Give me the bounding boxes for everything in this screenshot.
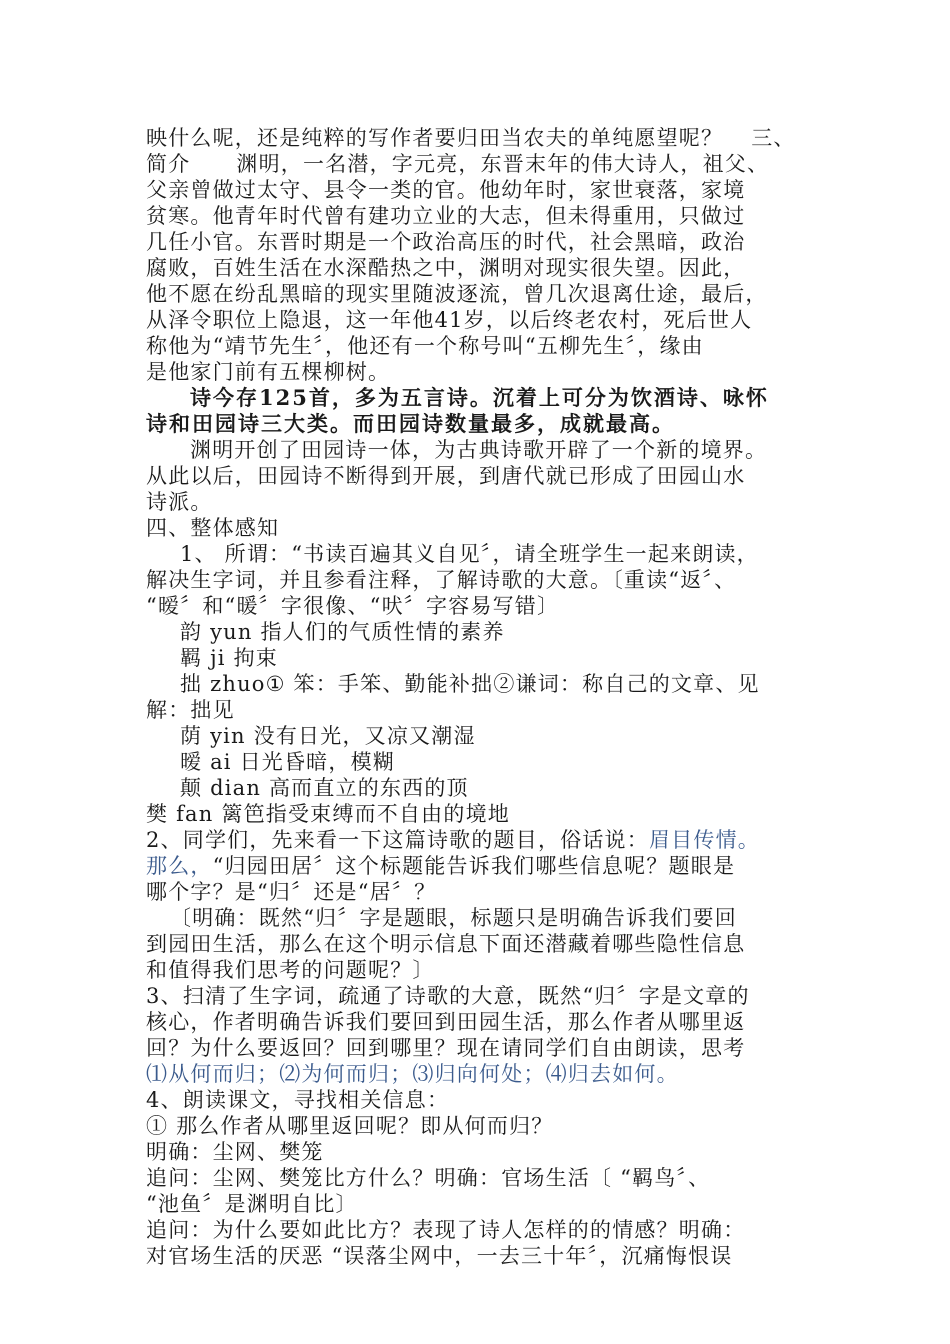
vocab-item: 拙 zhuo① 笨：手笨、勤能补拙②谦词：称自己的文章、见 [180, 672, 760, 696]
text-line: 3、扫清了生字词，疏通了诗歌的大意，既然“归〞字是文章的 [146, 984, 750, 1008]
text-line: 1、 所谓：“书读百遍其义自见〞，请全班学生一起来朗读， [180, 542, 759, 566]
text-line: 简介 渊明，一名潜，字元亮，东晋末年的伟大诗人，祖父、 [146, 152, 770, 176]
vocab-item: 暧 ai 日光昏暗，模糊 [180, 750, 395, 774]
text-line: 诗派。 [146, 490, 213, 514]
text-line: 4、朗读课文，寻找相关信息： [146, 1088, 450, 1112]
text-line: 从此以后，田园诗不断得到开展，到唐代就已形成了田园山水 [146, 464, 746, 488]
text-line: 和值得我们思考的问题呢？〕 [146, 958, 435, 982]
text-line: 是他家门前有五棵柳树。 [146, 360, 391, 384]
text-line: 几任小官。东晋时期是一个政治高压的时代，社会黑暗，政治 [146, 230, 746, 254]
text-line: 从泽令职位上隐退，这一年他41岁，以后终老农村，死后世人 [146, 308, 753, 332]
text-line: ① 那么作者从哪里返回呢？即从何而归？ [146, 1114, 554, 1138]
text-line: 对官场生活的厌恶 “误落尘网中，一去三十年〞，沉痛悔恨误 [146, 1244, 733, 1268]
text-line: 追问：尘网、樊笼比方什么？明确：官场生活〔 “羁鸟〞、 [146, 1166, 711, 1190]
vocab-item: 樊 fan 篱笆指受束缚而不自由的境地 [146, 802, 510, 826]
text-line: 称他为“靖节先生〞，他还有一个称号叫“五柳先生〞，缘由 [146, 334, 704, 358]
text-line: 渊明开创了田园诗一体，为古典诗歌开辟了一个新的境界。 [190, 438, 768, 462]
text-line: 回？为什么要返回？回到哪里？现在请同学们自由朗读，思考 [146, 1036, 746, 1060]
vocab-item: 韵 yun 指人们的气质性情的素养 [180, 620, 505, 644]
text-line: “暧〞和“暖〞字很像、“吠〞字容易写错〕 [146, 594, 560, 618]
bold-text-line: 诗和田园诗三大类。而田园诗数量最多，成就最高。 [146, 411, 675, 436]
section-heading: 四、整体感知 [146, 516, 280, 540]
vocab-item: 解：拙见 [146, 698, 235, 722]
text-line: 〔明确：既然“归〞字是题眼，标题只是明确告诉我们要回 [170, 906, 737, 930]
text-line: 解决生字词，并且参看注释，了解诗歌的大意。〔重读“返〞、 [146, 568, 737, 592]
text-line: 明确：尘网、樊笼 [146, 1140, 324, 1164]
text-line: “池鱼〞是渊明自比〕 [146, 1192, 358, 1216]
text-line: 追问：为什么要如此比方？表现了诗人怎样的的情感？明确： [146, 1218, 746, 1242]
highlight-text: ⑴从何而归；⑵为何而归；⑶归向何处；⑷归去如何。 [146, 1062, 679, 1086]
text-line: 贫寒。他青年时代曾有建功立业的大志，但未得重用，只做过 [146, 204, 746, 228]
text-line: 腐败，百姓生活在水深酷热之中，渊明对现实很失望。因此， [146, 256, 746, 280]
text-line: 2、同学们，先来看一下这篇诗歌的题目，俗话说：眉目传情。 [146, 828, 760, 852]
vocab-item: 颠 dian 高而直立的东西的顶 [180, 776, 469, 800]
text-line: 父亲曾做过太守、县令一类的官。他幼年时，家世衰落，家境 [146, 178, 746, 202]
highlight-text: 眉目传情。 [648, 828, 760, 852]
text-line: 他不愿在纷乱黑暗的现实里随波逐流，曾几次退离仕途，最后， [146, 282, 768, 306]
highlight-text: 那么， [146, 854, 213, 878]
vocab-item: 荫 yin 没有日光，又凉又潮湿 [180, 724, 476, 748]
vocab-item: 羁 ji 拘束 [180, 646, 278, 670]
bold-text-line: 诗今存125首，多为五言诗。沉着上可分为饮酒诗、咏怀 [190, 385, 769, 410]
text-line: 映什么呢，还是纯粹的写作者要归田当农夫的单纯愿望呢？ 三、 [146, 126, 796, 150]
text-line: 哪个字？是“归〞还是“居〞？ [146, 880, 437, 904]
text-line: 那么，“归园田居〞这个标题能告诉我们哪些信息呢？题眼是 [146, 854, 736, 878]
text-line: 核心，作者明确告诉我们要回到田园生活，那么作者从哪里返 [146, 1010, 746, 1034]
text-line: 到园田生活，那么在这个明示信息下面还潜藏着哪些隐性信息 [146, 932, 746, 956]
